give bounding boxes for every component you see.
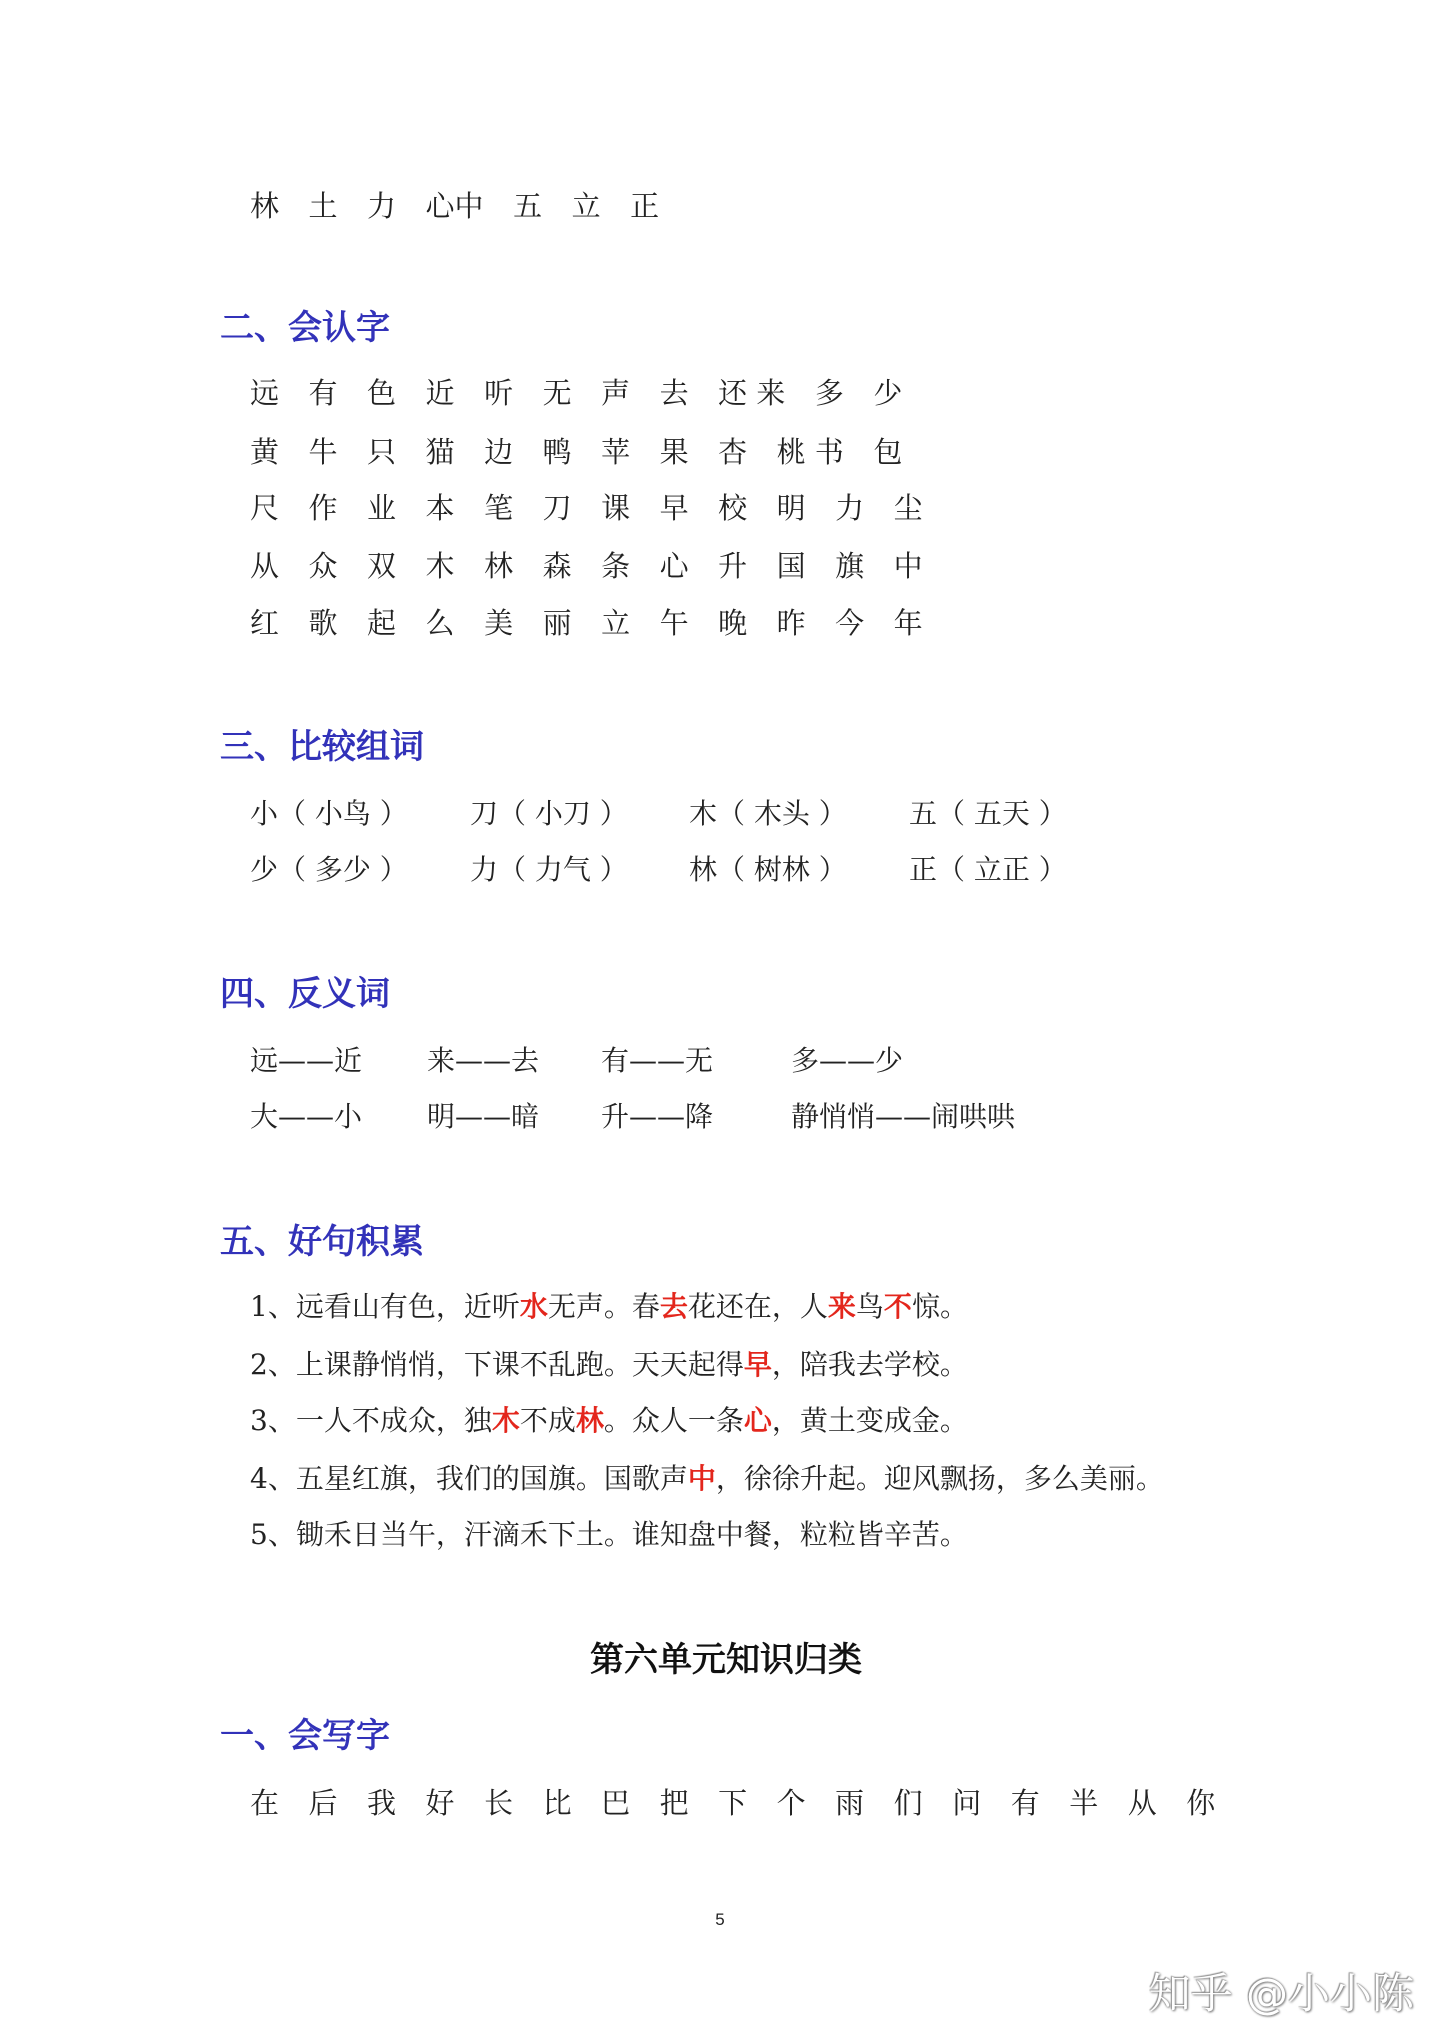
character: 丽: [542, 606, 572, 640]
character: 听: [484, 376, 514, 410]
character: 今: [835, 606, 865, 640]
character: 比: [542, 1786, 572, 1820]
character: 昨: [776, 606, 806, 640]
compare-row: [250, 794, 1067, 834]
highlighted-char: 来: [827, 1290, 856, 1323]
character: 立: [571, 189, 601, 223]
character: 起: [367, 606, 397, 640]
sentence-text: 不成: [519, 1404, 576, 1437]
character: 鸭: [542, 435, 572, 469]
antonym-pair: 大——小: [250, 1100, 363, 1133]
antonym-pair: 多——少: [791, 1044, 904, 1077]
character: 你: [1186, 1786, 1216, 1820]
recognize-heading: 二、会认字: [220, 308, 390, 348]
character: 中: [893, 549, 923, 583]
word-pair: 力（ 力气 ）: [470, 853, 628, 886]
character: 刀: [542, 491, 572, 525]
sentence-text: ，陪我去学校。: [771, 1348, 968, 1381]
character: 心中: [425, 189, 484, 223]
highlighted-char: 心: [743, 1404, 772, 1437]
sentence-text: ，黄土变成金。: [771, 1404, 968, 1437]
word-pair: 正（ 立正 ）: [909, 853, 1067, 886]
character: 众: [308, 549, 338, 583]
character: 从: [250, 549, 280, 583]
sentence: [250, 1287, 968, 1327]
highlighted-char: 林: [575, 1404, 604, 1437]
character: 美: [484, 606, 514, 640]
character: 红: [250, 606, 280, 640]
character: 力: [835, 491, 865, 525]
character: 土: [308, 189, 338, 223]
write-char-row: [250, 1783, 1215, 1823]
character: 下: [718, 1786, 748, 1820]
character: 多: [814, 376, 844, 410]
highlighted-char: 不: [883, 1290, 912, 1323]
sentence-text: 1、远看山有色，近听: [250, 1290, 520, 1323]
character: 猫: [425, 435, 455, 469]
character: 正: [630, 189, 660, 223]
highlighted-char: 中: [687, 1462, 716, 1495]
compare-heading: 三、比较组词: [220, 727, 424, 767]
character: 雨: [835, 1786, 865, 1820]
sentence-text: 无声。春: [547, 1290, 660, 1323]
character: 校: [718, 491, 748, 525]
character: 杏: [718, 435, 748, 469]
recognize-char-row: [250, 432, 902, 472]
character: 本: [425, 491, 455, 525]
character: 桃 书: [776, 435, 844, 469]
character: 只: [367, 435, 397, 469]
word-pair: 刀（ 小刀 ）: [470, 797, 628, 830]
character: 国: [776, 549, 806, 583]
highlighted-char: 早: [743, 1348, 772, 1381]
character: 笔: [484, 491, 514, 525]
sentence-text: ，徐徐升起。迎风飘扬，多么美丽。: [715, 1462, 1164, 1495]
character: 升: [718, 549, 748, 583]
character: 午: [659, 606, 689, 640]
antonyms-heading: 四、反义词: [220, 974, 390, 1014]
character: 年: [893, 606, 923, 640]
character: 声: [601, 376, 631, 410]
page-number: 5: [715, 1910, 725, 1929]
character: 有: [308, 376, 338, 410]
antonym-row: [250, 1097, 1015, 1137]
character: 还 来: [718, 376, 786, 410]
character: 去: [659, 376, 689, 410]
character: 么: [425, 606, 455, 640]
sentence: [250, 1459, 1164, 1499]
highlighted-char: 去: [659, 1290, 688, 1323]
sentence: [250, 1401, 968, 1441]
character: 果: [659, 435, 689, 469]
character: 林: [250, 189, 280, 223]
sentence-text: 2、上课静悄悄，下课不乱跑。天天起得: [250, 1348, 744, 1381]
character: 巴: [601, 1786, 631, 1820]
sentence-text: 5、锄禾日当午，汗滴禾下土。谁知盘中餐，粒粒皆辛苦。: [250, 1518, 968, 1551]
character: 黄: [250, 435, 280, 469]
character: 无: [542, 376, 572, 410]
sentence: [250, 1345, 968, 1385]
character: 木: [425, 549, 455, 583]
sentence-text: 花还在，人: [687, 1290, 828, 1323]
antonym-pair: 远——近: [250, 1044, 363, 1077]
character: 远: [250, 376, 280, 410]
character: 尺: [250, 491, 280, 525]
character: 少: [873, 376, 903, 410]
antonym-pair: 明——暗: [427, 1100, 540, 1133]
word-pair: 木（ 木头 ）: [689, 797, 847, 830]
character: 苹: [601, 435, 631, 469]
sentence-text: 4、五星红旗，我们的国旗。国歌声: [250, 1462, 688, 1495]
character: 早: [659, 491, 689, 525]
antonym-pair: 升——降: [601, 1100, 714, 1133]
recognize-char-row: [250, 546, 923, 586]
character: 五: [513, 189, 543, 223]
character: 问: [952, 1786, 982, 1820]
unit-title: 第六单元知识归类: [590, 1640, 862, 1680]
highlighted-char: 木: [491, 1404, 520, 1437]
sentence-text: 。众人一条: [603, 1404, 744, 1437]
character: 有: [1010, 1786, 1040, 1820]
character: 心: [659, 549, 689, 583]
recognize-char-row: [250, 373, 902, 413]
compare-row: [250, 850, 1067, 890]
character: 半: [1069, 1786, 1099, 1820]
word-pair: 小（ 小鸟 ）: [250, 797, 408, 830]
recognize-char-row: [250, 488, 923, 528]
character: 作: [308, 491, 338, 525]
character: 包: [873, 435, 903, 469]
character: 森: [542, 549, 572, 583]
character: 晚: [718, 606, 748, 640]
sentence-text: 惊。: [911, 1290, 968, 1323]
character: 把: [659, 1786, 689, 1820]
sentence: [250, 1515, 968, 1555]
character: 力: [367, 189, 397, 223]
character: 牛: [308, 435, 338, 469]
watermark: 知乎 @小小陈: [1148, 1969, 1414, 2018]
character: 立: [601, 606, 631, 640]
character: 从: [1127, 1786, 1157, 1820]
character: 在: [250, 1786, 280, 1820]
character: 长: [484, 1786, 514, 1820]
character: 明: [776, 491, 806, 525]
word-pair: 五（ 五天 ）: [909, 797, 1067, 830]
character: 课: [601, 491, 631, 525]
sentence-text: 3、一人不成众，独: [250, 1404, 492, 1437]
character: 边: [484, 435, 514, 469]
character: 条: [601, 549, 631, 583]
character: 好: [425, 1786, 455, 1820]
character: 双: [367, 549, 397, 583]
character: 我: [367, 1786, 397, 1820]
character: 歌: [308, 606, 338, 640]
character: 个: [776, 1786, 806, 1820]
character: 业: [367, 491, 397, 525]
prev-unit-char-row: [250, 186, 659, 226]
sentence-text: 鸟: [855, 1290, 884, 1323]
word-pair: 林（ 树林 ）: [689, 853, 847, 886]
antonym-pair: 来——去: [427, 1044, 540, 1077]
highlighted-char: 水: [519, 1290, 548, 1323]
character: 们: [893, 1786, 923, 1820]
character: 尘: [893, 491, 923, 525]
write-heading: 一、会写字: [220, 1716, 390, 1756]
character: 近: [425, 376, 455, 410]
word-pair: 少（ 多少 ）: [250, 853, 408, 886]
character: 林: [484, 549, 514, 583]
recognize-char-row: [250, 603, 923, 643]
character: 后: [308, 1786, 338, 1820]
sentences-heading: 五、好句积累: [220, 1222, 424, 1262]
antonym-pair: 有——无: [601, 1044, 714, 1077]
character: 旗: [835, 549, 865, 583]
antonym-pair: 静悄悄——闹哄哄: [791, 1100, 1016, 1133]
antonym-row: [250, 1041, 903, 1081]
character: 色: [367, 376, 397, 410]
